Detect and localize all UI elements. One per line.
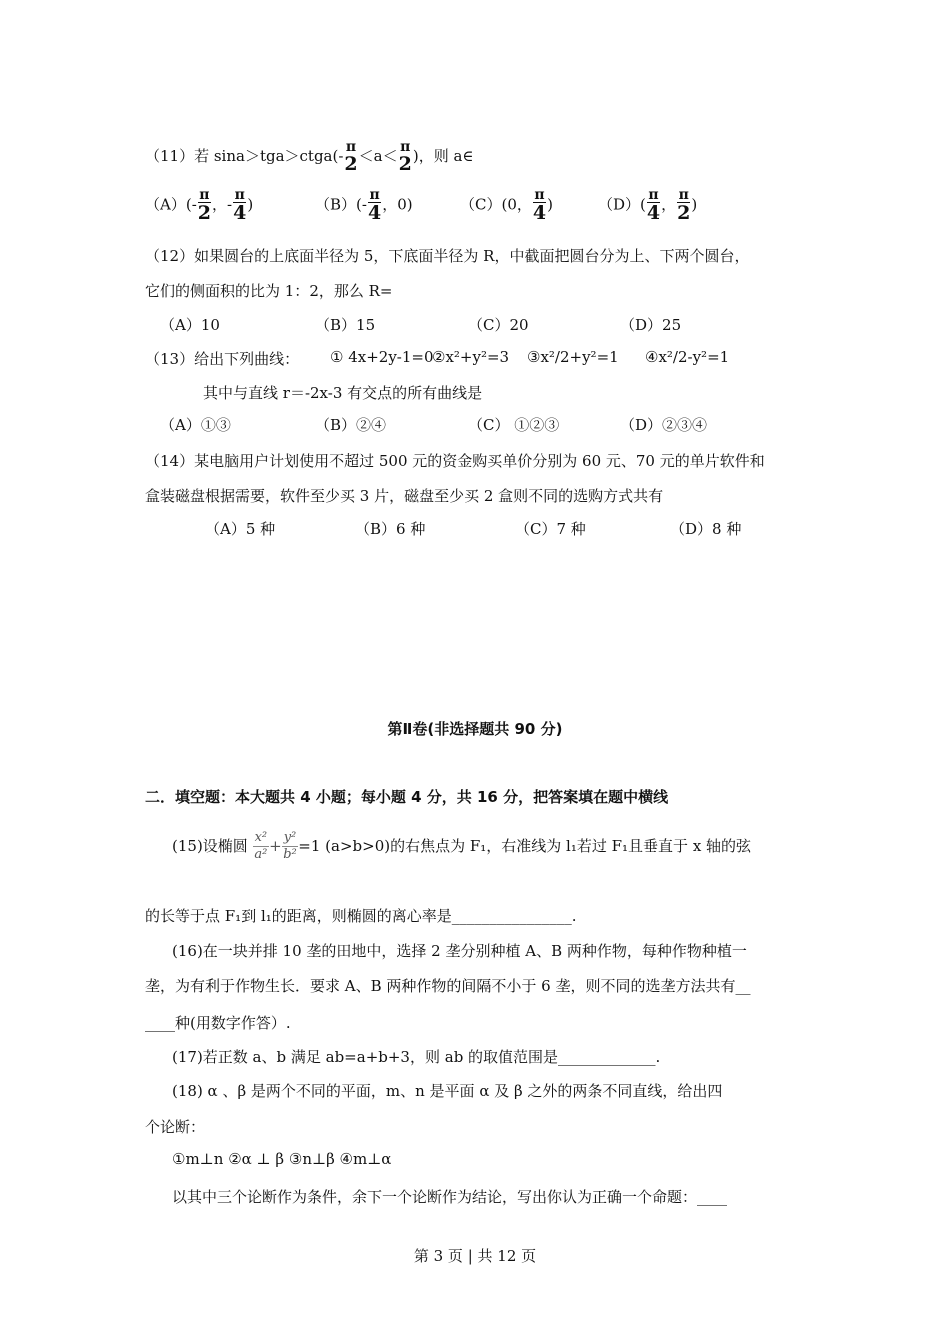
q13-option-c: （C） ①②③ <box>468 416 560 434</box>
q14-line1: （14）某电脑用户计划使用不超过 500 元的资金购买单价分别为 60 元、70 元的单片软件和 <box>145 452 765 470</box>
ellipse-term-y: $\frac{\text{y²}}{\text{b²}}$ <box>283 830 297 863</box>
q13-stem: （13）给出下列曲线： <box>145 350 300 368</box>
q12-option-a: （A）10 <box>160 316 220 334</box>
ellipse-term-x: $\frac{\text{x²}}{\text{a²}}$ <box>254 830 268 863</box>
q13-line2: 其中与直线 r＝-2x-3 有交点的所有曲线是 <box>203 384 483 402</box>
q12-line2: 它们的侧面积的比为 1：2，那么 R= <box>145 282 393 300</box>
q14-option-c: （C）7 种 <box>515 520 586 538</box>
q12-option-b: （B）15 <box>315 316 376 334</box>
fill-section-header: 二．填空题：本大题共 4 小题；每小题 4 分，共 16 分，把答案填在题中横线 <box>145 788 669 806</box>
q13-option-b: （B）②④ <box>315 416 387 434</box>
q11-option-b: （B）(- $\frac{\pi}{4}$ ，0) <box>315 187 413 224</box>
page-footer: 第 3 页 | 共 12 页 <box>413 1247 537 1265</box>
q17-line1: (17)若正数 a、b 满足 ab=a+b+3，则 ab 的取值范围是_____________. <box>172 1048 661 1066</box>
q12-line1: （12）如果圆台的上底面半径为 5，下底面半径为 R，中截面把圆台分为上、下两个圆台， <box>145 247 750 265</box>
q18-line1: (18) α 、β 是两个不同的平面，m、n 是平面 α 及 β 之外的两条不同直线，给出四 <box>172 1082 723 1100</box>
q18-line4: 以其中三个论断作为条件，余下一个论断作为结论，写出你认为正确一个命题：____ <box>172 1188 728 1206</box>
q14-option-b: （B）6 种 <box>355 520 426 538</box>
q11-option-c: （C）(0， $\frac{\pi}{4}$ ) <box>460 187 553 224</box>
q14-option-a: （A）5 种 <box>205 520 276 538</box>
q14-option-d: （D）8 种 <box>670 520 742 538</box>
q16-line3: ____种(用数字作答）. <box>145 1014 291 1032</box>
q14-line2: 盒装磁盘根据需要，软件至少买 3 片，磁盘至少买 2 盒则不同的选购方式共有 <box>145 487 664 505</box>
q13-option-d: （D）②③④ <box>620 416 708 434</box>
q12-option-d: （D）25 <box>620 316 682 334</box>
q12-option-c: （C）20 <box>468 316 529 334</box>
frac-pi-over-2: π 2 <box>398 139 412 175</box>
q15-line2: 的长等于点 F₁到 l₁的距离，则椭圆的离心率是________________. <box>145 907 577 925</box>
q16-line1: (16)在一块并排 10 垄的田地中，选择 2 垄分别种植 A、B 两种作物，每种作物种植一 <box>172 942 747 960</box>
q18-line2: 个论断： <box>145 1118 206 1136</box>
q16-line2: 垄，为有利于作物生长．要求 A、B 两种作物的间隔不小于 6 垄，则不同的选垄方法共有__ <box>145 977 751 995</box>
q18-line3: ①m⊥n ②α ⊥ β ③n⊥β ④m⊥α <box>172 1150 392 1168</box>
q13-curve-2: ②x²+y²=3 <box>432 348 510 366</box>
q11-option-a: （A）(- $\frac{\pi}{2}$ ，- $\frac{\pi}{4}$ ) <box>145 187 254 224</box>
q13-curve-4: ④x²/2-y²=1 <box>645 348 730 366</box>
q11-stem: （11）若 sina＞tga＞ctga(- π 2 ＜a＜ π 2 )，则 a∈ <box>145 139 474 175</box>
section2-title: 第Ⅱ卷(非选择题共 90 分) <box>387 720 563 738</box>
q15-stem: (15)设椭圆 $\frac{\text{x²}}{\text{a²}}+$ $\frac{\text{y²}}{\text{b²}}=1$ (a>b>0)的右焦点为 F₁，右准线为 l₁若过 F₁且垂直于 x 轴的弦 <box>172 830 752 863</box>
frac-pi-over-2: π 2 <box>344 139 358 175</box>
q13-curve-3: ③x²/2+y²=1 <box>527 348 619 366</box>
q13-curve-1: ① 4x+2y-1=0 <box>330 348 434 366</box>
q11-option-d: （D）( $\frac{\pi}{4}$ ， $\frac{\pi}{2}$ ) <box>598 187 698 224</box>
q13-option-a: （A）①③ <box>160 416 231 434</box>
